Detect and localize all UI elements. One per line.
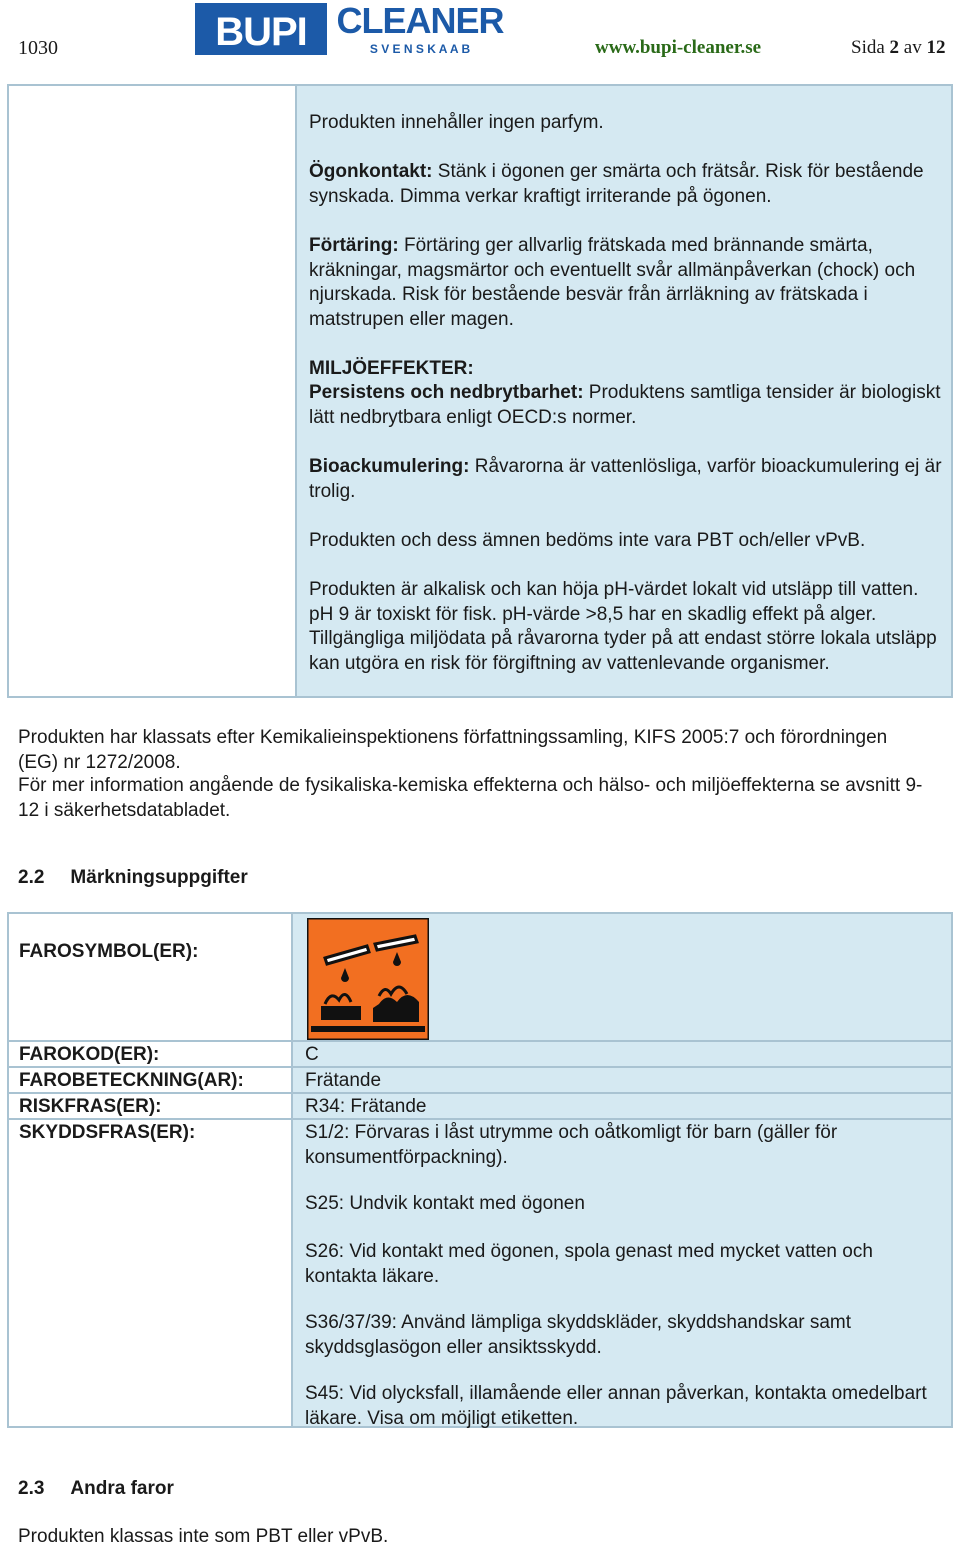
eye-contact-desc: Stänk i ögonen ger smärta och frätsår. Risk för bestående synskada. Dimma verkar kraftigt irriterande på ögonen. (309, 161, 924, 207)
ingestion-label: Förtäring: (309, 235, 399, 256)
svg-text:CLEANER: CLEANER (336, 3, 504, 41)
section-2-2-heading (18, 866, 248, 891)
eye-contact-text (309, 160, 944, 209)
page-indicator (851, 36, 945, 61)
safety-label-cell (9, 1120, 293, 1426)
bioaccumulation-text (309, 455, 944, 504)
env-heading (309, 357, 944, 382)
pbt-statement: Produkten och dess ämnen bedöms inte vara PBT och/eller vPvB. (309, 530, 866, 551)
risk-label: RISKFRAS(ER): (19, 1096, 162, 1117)
risk-value-cell (293, 1094, 951, 1120)
symbol-label-cell (9, 914, 293, 1042)
persistence-text (309, 381, 944, 430)
bupi-cleaner-logo (195, 3, 513, 55)
page-current: 2 (889, 37, 900, 58)
designation-value: Frätande (305, 1070, 382, 1091)
safety-phrase: S1/2: Förvaras i låst utrymme och oåtkomligt för barn (gäller för konsumentförpackning). (305, 1122, 838, 1168)
persistence-desc: Produktens samtliga tensider är biologiskt lätt nedbrytbara enligt OECD:s normer. (309, 382, 941, 428)
hazard-table-label-cell (9, 86, 297, 696)
safety-phrase: S25: Undvik kontakt med ögonen (305, 1193, 585, 1214)
safety-value-cell (293, 1120, 951, 1429)
svg-text:S V E N S K A A B: S V E N S K A A B (369, 42, 471, 55)
safety-label: SKYDDSFRAS(ER): (19, 1122, 196, 1143)
designation-value-cell (293, 1068, 951, 1094)
ingestion-desc: Förtäring ger allvarlig frätskada med brännande smärta, kräkningar, magsmärtor och eventuellt svår allmänpåverkan (chock) och njurskada. Risk för bestående besvär från ärrläkning av frätskada i matstrupen eller magen. (309, 235, 916, 330)
website-link[interactable]: www.bupi-cleaner.se (595, 37, 762, 58)
section-2-3-heading (18, 1477, 174, 1502)
section-number: 2.2 (18, 867, 45, 888)
section-title: Andra faror (70, 1478, 174, 1499)
risk-value: R34: Frätande (305, 1096, 427, 1117)
code-value: C (305, 1044, 319, 1065)
info-note: För mer information angående de fysikaliska-kemiska effekterna och hälso- och miljöeffekterna se avsnitt 9-12 i säkerhetsdatabladet. (18, 775, 923, 821)
bioaccumulation-label: Bioackumulering: (309, 456, 470, 477)
labeling-table (7, 912, 953, 1428)
svg-text:BUPI: BUPI (215, 10, 307, 54)
document-number: 1030 (18, 37, 58, 59)
page-separator: av (903, 37, 922, 58)
code-value-cell (293, 1042, 951, 1068)
persistence-label: Persistens och nedbrytbarhet: (309, 382, 584, 403)
safety-phrase: S36/37/39: Använd lämpliga skyddskläder, skyddshandskar samt skyddsglasögon eller ansiktsskydd. (305, 1312, 852, 1358)
hazard-info-table (7, 84, 953, 698)
hazard-table-content-cell (297, 86, 951, 696)
safety-phrase: S45: Vid olycksfall, illamående eller annan påverkan, kontakta omedelbart läkare. Visa om möjligt etiketten. (305, 1383, 927, 1429)
page-prefix: Sida (851, 37, 885, 58)
env-heading-text: MILJÖEFFEKTER: (309, 358, 474, 379)
alkaline-statement: Produkten är alkalisk och kan höja pH-värdet lokalt vid utsläpp till vatten. pH 9 är toxiskt för fisk. pH-värde >8,5 har en skadlig effekt på alger. Tillgängliga miljödata på råvarorna tyder på att endast större lokala utsläpp kan utgöra en risk för förgiftning av vattenlevande organismer. (309, 579, 937, 674)
symbol-label: FAROSYMBOL(ER): (19, 941, 199, 962)
designation-label: FAROBETECKNING(AR): (19, 1070, 244, 1091)
code-label: FAROKOD(ER): (19, 1044, 160, 1065)
page-total: 12 (926, 37, 946, 58)
symbol-value-cell (293, 914, 951, 1042)
other-hazards-text: Produkten klassas inte som PBT eller vPvB. (18, 1526, 389, 1547)
designation-label-cell (9, 1068, 293, 1094)
classification-note: Produkten har klassats efter Kemikalieinspektionens författningssamling, KIFS 2005:7 och förordningen (EG) nr 1272/2008. (18, 727, 888, 773)
ingestion-text (309, 234, 944, 332)
code-label-cell (9, 1042, 293, 1068)
risk-label-cell (9, 1094, 293, 1120)
safety-phrase: S26: Vid kontakt med ögonen, spola genast med mycket vatten och kontakta läkare. (305, 1241, 873, 1287)
section-number: 2.3 (18, 1478, 45, 1499)
section-title: Märkningsuppgifter (70, 867, 248, 888)
corrosive-icon (307, 918, 429, 1040)
perfume-statement: Produkten innehåller ingen parfym. (309, 112, 604, 133)
bioaccumulation-desc: Råvarorna är vattenlösliga, varför bioackumulering ej är trolig. (309, 456, 942, 502)
eye-contact-label: Ögonkontakt: (309, 161, 433, 182)
